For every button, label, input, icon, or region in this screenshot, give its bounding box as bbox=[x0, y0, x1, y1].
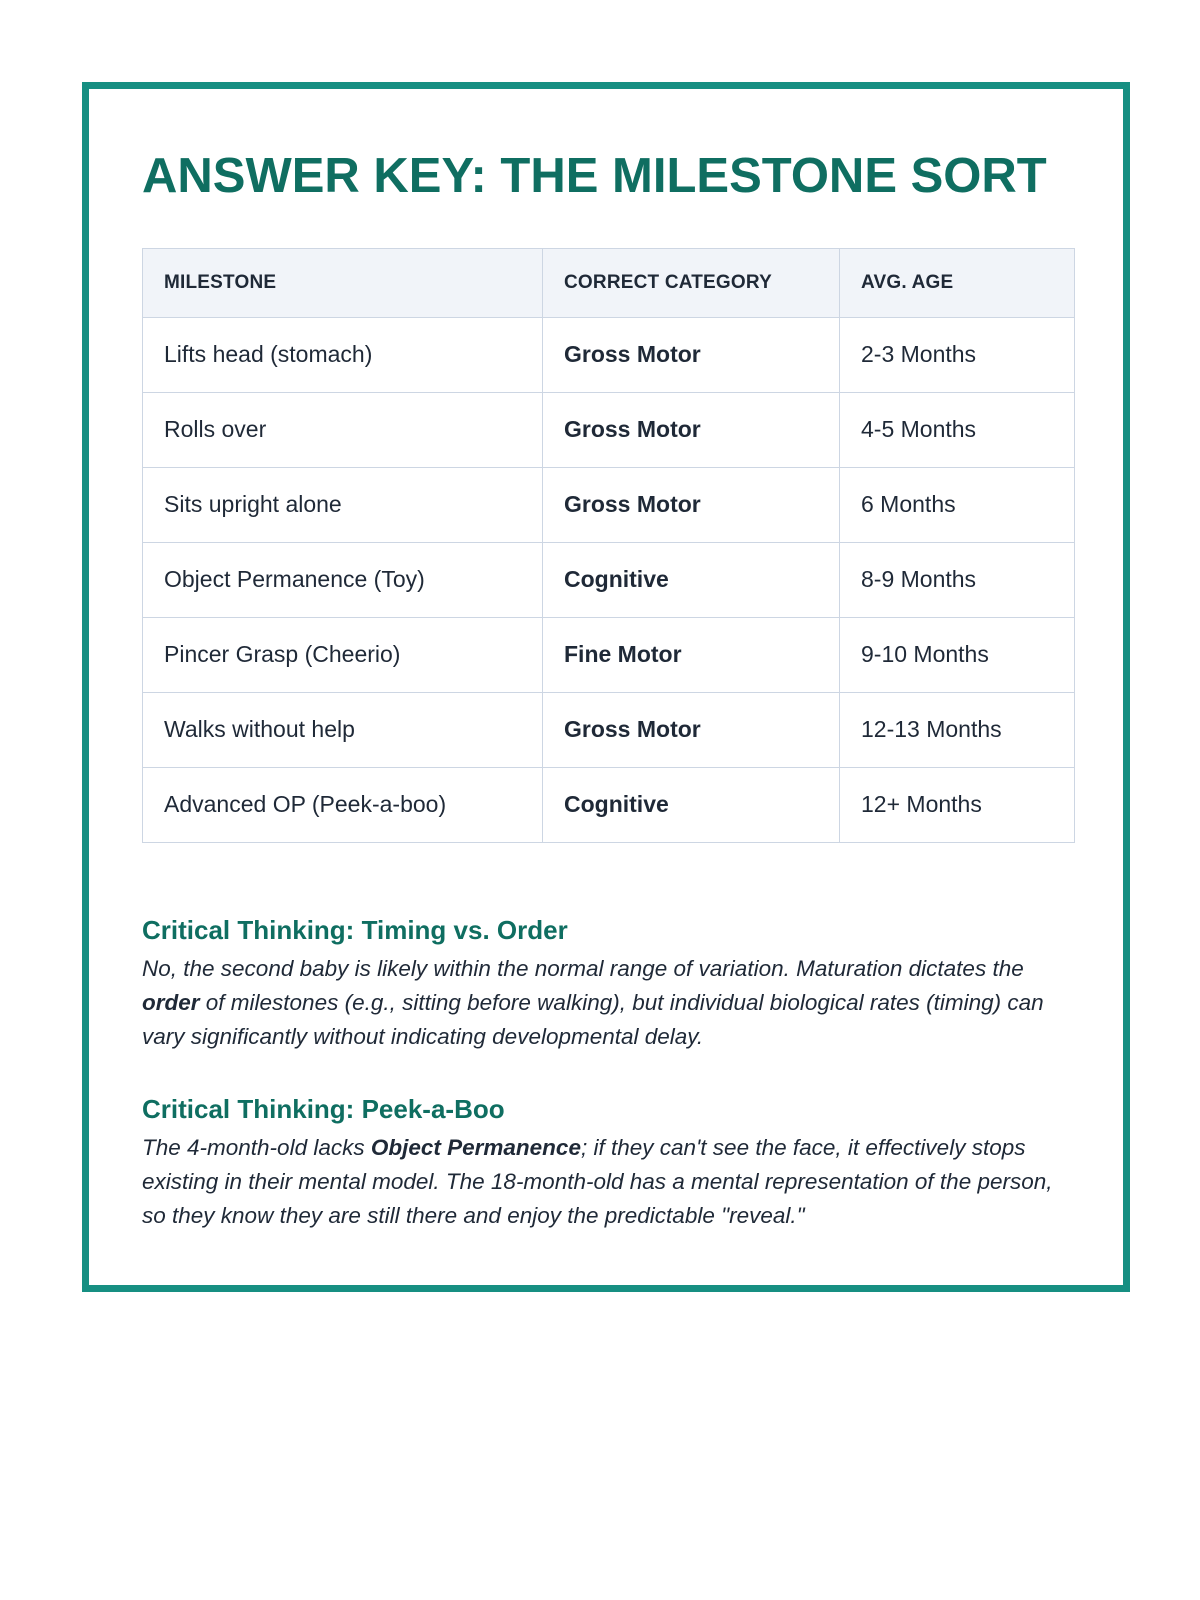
table-header-row bbox=[143, 248, 1075, 317]
peek-a-boo-heading: Critical Thinking: Peek-a-Boo bbox=[142, 1094, 505, 1125]
milestone-cell: Rolls over bbox=[143, 392, 543, 467]
age-cell: 12+ Months bbox=[840, 767, 1075, 842]
emphasis-object-permanence: Object Permanence bbox=[370, 1135, 581, 1161]
table-row bbox=[143, 317, 1075, 392]
text-segment: The 4-month-old lacks bbox=[142, 1135, 371, 1161]
table-row bbox=[143, 392, 1075, 467]
age-cell: 9-10 Months bbox=[840, 617, 1075, 692]
page-title: ANSWER KEY: THE MILESTONE SORT bbox=[142, 149, 1047, 203]
text-segment: of milestones (e.g., sitting before walking), but individual biological rates (timing) can vary significantly without indicating developmental delay. bbox=[142, 990, 1044, 1050]
category-cell: Cognitive bbox=[543, 767, 840, 842]
header-milestone: MILESTONE bbox=[143, 248, 543, 317]
milestone-cell: Lifts head (stomach) bbox=[143, 317, 543, 392]
age-cell: 8-9 Months bbox=[840, 542, 1075, 617]
milestone-cell: Sits upright alone bbox=[143, 467, 543, 542]
age-cell: 4-5 Months bbox=[840, 392, 1075, 467]
milestone-cell: Object Permanence (Toy) bbox=[143, 542, 543, 617]
peek-a-boo-text bbox=[142, 1131, 1082, 1233]
header-age: AVG. AGE bbox=[840, 248, 1075, 317]
timing-vs-order-heading: Critical Thinking: Timing vs. Order bbox=[142, 914, 568, 945]
milestone-cell: Pincer Grasp (Cheerio) bbox=[143, 617, 543, 692]
table-row bbox=[143, 767, 1075, 842]
milestone-cell: Walks without help bbox=[143, 692, 543, 767]
category-cell: Gross Motor bbox=[543, 692, 840, 767]
text-segment: ; if they can't see the face, it effectively stops existing in their mental model. The 18-month-old has a mental representation of the person, so they know they are still there and enjoy the predictable "reveal." bbox=[142, 1135, 1053, 1229]
age-cell: 12-13 Months bbox=[840, 692, 1075, 767]
header-category: CORRECT CATEGORY bbox=[543, 248, 840, 317]
category-cell: Gross Motor bbox=[543, 317, 840, 392]
category-cell: Cognitive bbox=[543, 542, 840, 617]
text-segment: No, the second baby is likely within the normal range of variation. Maturation dictates the bbox=[142, 956, 1024, 982]
milestone-cell: Advanced OP (Peek-a-boo) bbox=[143, 767, 543, 842]
category-cell: Gross Motor bbox=[543, 467, 840, 542]
age-cell: 6 Months bbox=[840, 467, 1075, 542]
table-row bbox=[143, 467, 1075, 542]
table-row bbox=[143, 617, 1075, 692]
timing-vs-order-text bbox=[142, 952, 1082, 1054]
milestone-table bbox=[142, 248, 1075, 843]
table-row bbox=[143, 542, 1075, 617]
category-cell: Fine Motor bbox=[543, 617, 840, 692]
table-row bbox=[143, 692, 1075, 767]
age-cell: 2-3 Months bbox=[840, 317, 1075, 392]
answer-key-card bbox=[82, 82, 1130, 1292]
emphasis-order: order bbox=[142, 990, 200, 1016]
category-cell: Gross Motor bbox=[543, 392, 840, 467]
